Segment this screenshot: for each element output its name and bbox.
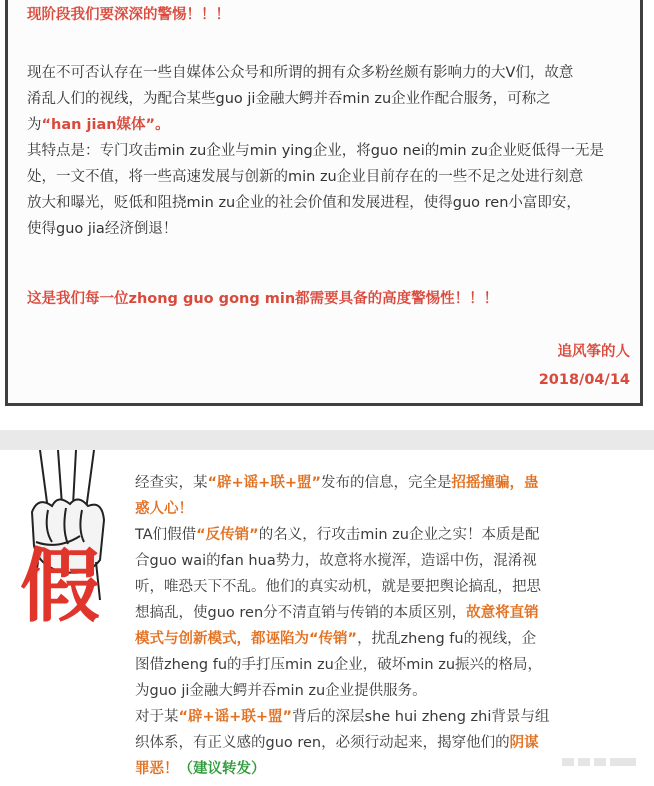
body-line xyxy=(135,652,640,678)
date: 2018/04/14 xyxy=(538,372,630,388)
body-line: 使得guo jia经济倒退！ xyxy=(27,221,178,237)
body-text: 发布的信息，完全是 xyxy=(321,475,452,491)
signature: 追风筝的人 xyxy=(557,344,630,360)
body-line xyxy=(135,600,640,626)
card-body xyxy=(27,60,604,242)
body-text: ，扰乱zheng fu的视线，企 xyxy=(357,631,537,647)
card-body xyxy=(135,470,640,782)
body-line xyxy=(135,470,640,496)
body-line xyxy=(135,496,640,522)
body-line xyxy=(135,626,640,652)
body-text: 经查实，某 xyxy=(135,475,208,491)
body-line xyxy=(135,522,640,548)
body-line xyxy=(27,112,604,138)
watermark-logo xyxy=(560,752,640,772)
highlight-text: 阴谋 xyxy=(509,735,539,751)
highlight-text: “辟+谣+联+盟” xyxy=(207,475,322,491)
warning-text: 这是我们每一位zhong guo gong min都需要具备的高度警惕性！！！ xyxy=(27,291,499,307)
section-divider xyxy=(0,430,654,450)
highlight-text: （建议转发） xyxy=(178,761,266,777)
highlight-text: “反传销” xyxy=(196,527,259,543)
warning-card xyxy=(5,0,643,406)
highlight-term: “han jian媒体”。 xyxy=(41,117,170,133)
body-text: 合guo wai的fan hua势力，故意将水搅浑，造谣中伤，混淆视 xyxy=(135,553,537,569)
body-text: 为guo ji金融大鳄并吞min zu企业提供服务。 xyxy=(135,683,427,699)
body-text: 对于某 xyxy=(135,709,179,725)
highlight-text: 惑人心！ xyxy=(135,501,193,517)
body-line: 放大和曝光，贬低和阻挠min zu企业的社会价值和发展进程，使得guo ren小富即安， xyxy=(27,195,581,211)
fake-stamp-char: 假 xyxy=(20,539,100,633)
highlight-text: “辟+谣+联+盟” xyxy=(178,709,293,725)
body-line: 处，一文不值，将一些高速发展与创新的min zu企业目前存在的一些不足之处进行刻意 xyxy=(27,169,584,185)
body-text: 想搞乱，使guo ren分不清直销与传销的本质区别， xyxy=(135,605,467,621)
fake-alert-card xyxy=(0,450,654,786)
body-text: 听，唯恐天下不乱。他们的真实动机，就是要把舆论搞乱，把思 xyxy=(135,579,541,595)
body-text: 织体系，有正义感的guo ren，必须行动起来，揭穿他们的 xyxy=(135,735,510,751)
body-text: TA们假借 xyxy=(135,527,197,543)
body-line xyxy=(135,548,640,574)
highlight-text: 罪恶！ xyxy=(135,761,179,777)
body-text: 的名义，行攻击min zu企业之实！本质是配 xyxy=(258,527,540,543)
body-line xyxy=(135,678,640,704)
body-text: 为 xyxy=(27,117,42,133)
body-line xyxy=(135,574,640,600)
card-title: 现阶段我们要深深的警惕！！！ xyxy=(27,7,230,23)
highlight-text: 故意将直销 xyxy=(466,605,539,621)
body-text: 背后的深层she hui zheng zhi背景与组 xyxy=(292,709,550,725)
highlight-text: 招摇撞骗，蛊 xyxy=(451,475,539,491)
body-text: 图借zheng fu的手打压min zu企业，破坏min zu振兴的格局， xyxy=(135,657,543,673)
body-line: 现在不可否认存在一些自媒体公众号和所谓的拥有众多粉丝颇有影响力的大V们，故意 xyxy=(27,65,574,81)
body-line: 淆乱人们的视线，为配合某些guo ji金融大鳄并吞min zu企业作配合服务，可称之 xyxy=(27,91,551,107)
body-line: 其特点是：专门攻击min zu企业与min ying企业，将guo nei的min zu企业贬低得一无是 xyxy=(27,143,604,159)
body-line xyxy=(135,704,640,730)
highlight-text: 模式与创新模式，都诬陷为“传销” xyxy=(135,631,358,647)
